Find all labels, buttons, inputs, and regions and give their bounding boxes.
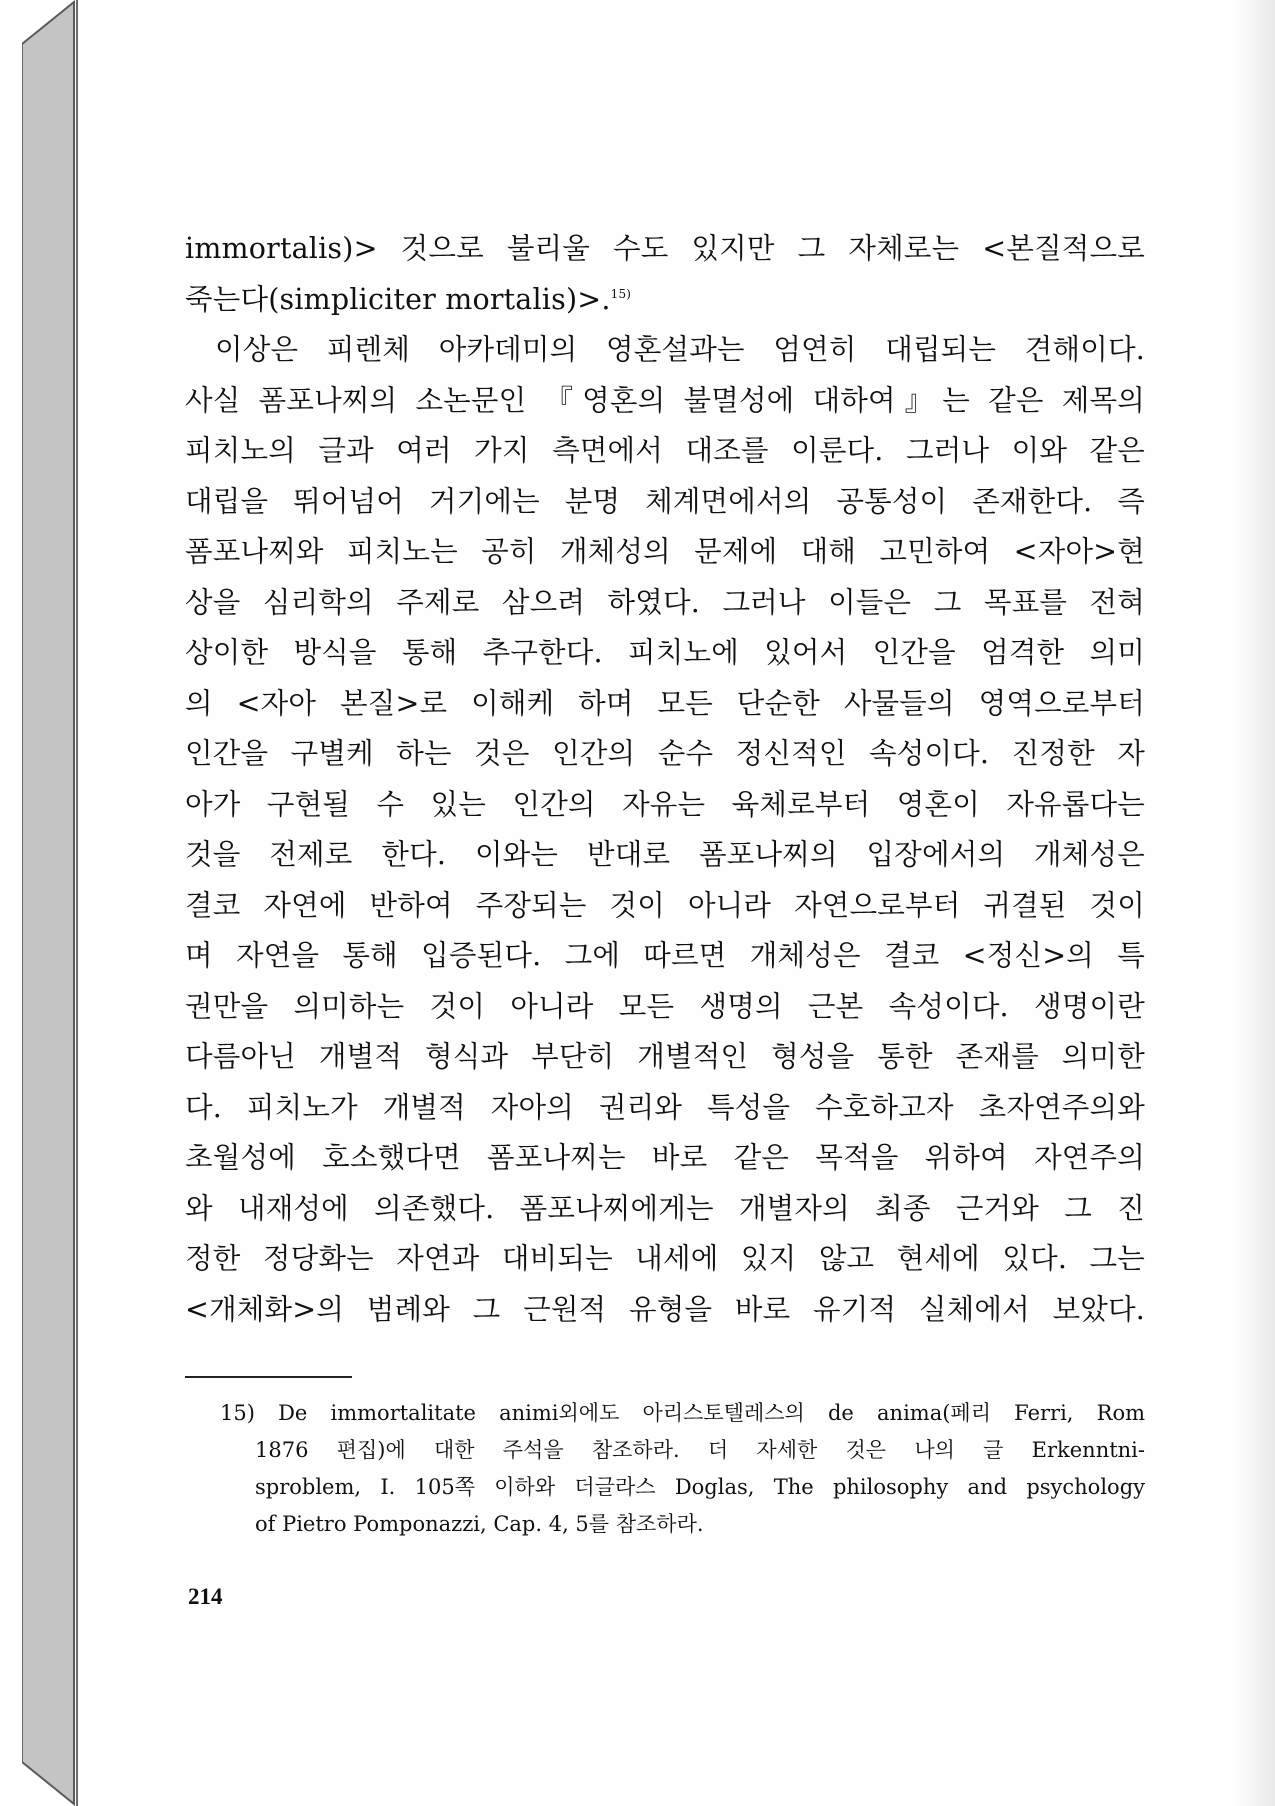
body-line-text: 죽는다(simpliciter mortalis)>.	[185, 282, 611, 316]
body-line: 상을 심리학의 주제로 삼으려 하였다. 그러나 이들은 그 목표를 전혀	[185, 585, 1145, 619]
body-line: 초월성에 호소했다면 폼포나찌는 바로 같은 목적을 위하여 자연주의	[185, 1141, 1145, 1174]
body-line: immortalis)> 것으로 불리울 수도 있지만 그 자체로는 <본질적으로	[185, 232, 1145, 265]
footnote	[220, 1395, 1145, 1543]
body-line: 아가 구현될 수 있는 인간의 자유는 육체로부터 영혼이 자유롭다는	[185, 787, 1145, 821]
body-line: 정한 정당화는 자연과 대비되는 내세에 있지 않고 현세에 있다. 그는	[185, 1242, 1145, 1275]
body-line: 권만을 의미하는 것이 아니라 모든 생명의 근본 속성이다. 생명이란	[185, 989, 1145, 1023]
footnote-line: 1876 편집)에 대한 주석을 참조하라. 더 자세한 것은 나의 글 Erkenntni-	[255, 1438, 1145, 1462]
body-line: 의 <자아 본질>로 이해케 하며 모든 단순한 사물들의 영역으로부터	[185, 686, 1145, 720]
body-line: 다름아닌 개별적 형식과 부단히 개별적인 형성을 통한 존재를 의미한	[185, 1040, 1145, 1073]
body-text	[185, 224, 1145, 1335]
body-line: 이상은 피렌체 아카데미의 영혼설과는 엄연히 대립되는 견해이다.	[215, 333, 1145, 366]
book-spine-shape	[22, 0, 76, 1806]
footnote-divider	[185, 1376, 352, 1378]
body-line: 다. 피치노가 개별적 자아의 권리와 특성을 수호하고자 초자연주의와	[185, 1090, 1145, 1124]
book-spine	[22, 0, 76, 1806]
body-line: 사실 폼포나찌의 소논문인 『영혼의 불멸성에 대하여』는 같은 제목의	[185, 383, 1145, 417]
page-number: 214	[188, 1584, 223, 1609]
footnote-reference: 15)	[610, 286, 632, 301]
body-line: 피치노의 글과 여러 가지 측면에서 대조를 이룬다. 그러나 이와 같은	[185, 434, 1145, 467]
body-line: 폼포나찌와 피치노는 공히 개체성의 문제에 대해 고민하여 <자아>현	[185, 535, 1145, 568]
footnote-line: sproblem, I. 105쪽 이하와 더글라스 Doglas, The philosophy and psychology	[255, 1475, 1145, 1499]
body-line: 인간을 구별케 하는 것은 인간의 순수 정신적인 속성이다. 진정한 자	[185, 737, 1145, 770]
page-edge-shadow	[1235, 0, 1275, 1806]
footnote-line: of Pietro Pomponazzi, Cap. 4, 5를 참조하라.	[255, 1512, 704, 1536]
body-line: 와 내재성에 의존했다. 폼포나찌에게는 개별자의 최종 근거와 그 진	[185, 1191, 1145, 1225]
body-line: 대립을 뛰어넘어 거기에는 분명 체계면에서의 공통성이 존재한다. 즉	[185, 484, 1145, 518]
footnote-line: 15) De immortalitate animi외에도 아리스토텔레스의 de anima(페리 Ferri, Rom	[220, 1401, 1145, 1425]
body-line: <개체화>의 범례와 그 근원적 유형을 바로 유기적 실체에서 보았다.	[185, 1292, 1145, 1326]
body-line-with-footnote-ref	[185, 275, 1145, 326]
body-line: 상이한 방식을 통해 추구한다. 피치노에 있어서 인간을 엄격한 의미	[185, 636, 1145, 669]
body-line: 며 자연을 통해 입증된다. 그에 따르면 개체성은 결코 <정신>의 특	[185, 939, 1145, 972]
body-line: 것을 전제로 한다. 이와는 반대로 폼포나찌의 입장에서의 개체성은	[185, 838, 1145, 871]
body-line: 결코 자연에 반하여 주장되는 것이 아니라 자연으로부터 귀결된 것이	[185, 888, 1145, 922]
